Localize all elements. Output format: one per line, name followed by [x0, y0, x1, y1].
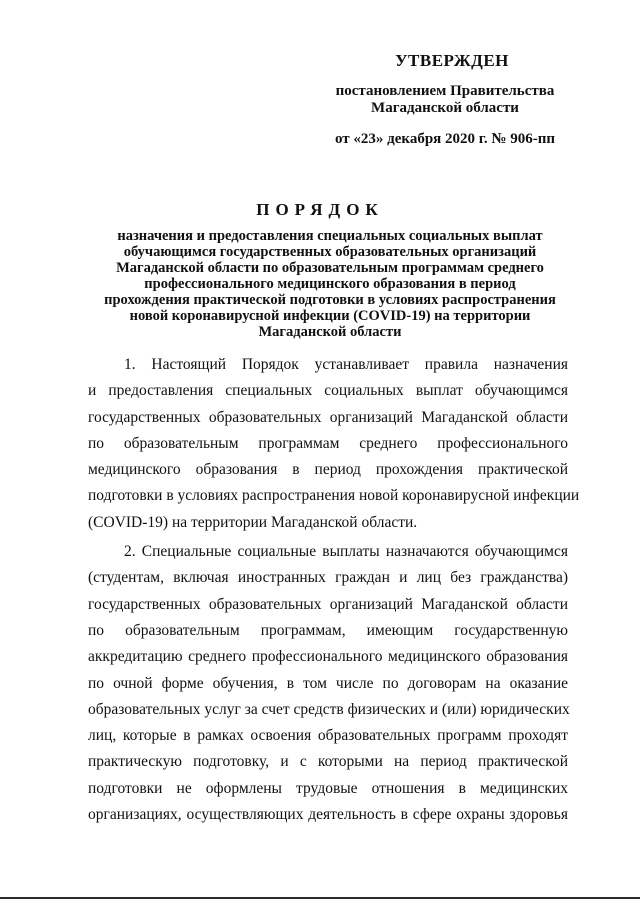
subtitle-line: профессионального медицинского образования в период: [144, 276, 516, 292]
paragraph-line: государственных образовательных организаций Магаданской области: [88, 408, 568, 426]
paragraph-line: образовательных услуг за счет средств физических и (или) юридических: [88, 700, 570, 718]
document-title: ПОРЯДОК: [256, 200, 384, 219]
subtitle-line: прохождения практической подготовки в условиях распространения: [104, 292, 556, 308]
paragraph-line: лиц, которые в рамках освоения образовательных программ проходят: [88, 727, 568, 745]
paragraph-line: (студентам, включая иностранных граждан и лиц без гражданства): [88, 569, 568, 587]
subtitle-line: Магаданской области по образовательным программам среднего: [116, 260, 544, 276]
paragraph-2: [88, 539, 568, 828]
paragraph-line: аккредитацию среднего профессионального медицинского образования: [88, 648, 568, 666]
paragraph-1: [88, 352, 580, 536]
paragraph-line: 2. Специальные социальные выплаты назначаются обучающимся: [124, 543, 568, 561]
approval-title: УТВЕРЖДЕН: [395, 51, 509, 70]
subtitle-line: обучающимся государственных образовательных организаций: [123, 244, 537, 260]
approval-line-2: Магаданской области: [371, 100, 519, 116]
paragraph-line: подготовки не оформлены трудовые отношения в медицинских: [88, 779, 568, 797]
paragraph-line: по образовательным программам среднего профессионального: [88, 434, 568, 452]
approval-line-1: постановлением Правительства: [335, 83, 555, 99]
paragraph-line: и предоставления специальных социальных выплат обучающимся: [88, 382, 568, 400]
approval-stamp: [300, 52, 590, 148]
paragraph-line: организациях, осуществляющих деятельность в сфере охраны здоровья: [88, 806, 568, 824]
document-body: [88, 352, 580, 828]
paragraph-line: 1. Настоящий Порядок устанавливает правила назначения: [124, 356, 568, 373]
paragraph-line: медицинского образования в период прохождения практической: [88, 461, 568, 479]
subtitle-line: Магаданской области: [258, 324, 402, 340]
paragraph-line: по образовательным программам, имеющим государственную: [88, 621, 568, 639]
paragraph-line: по очной форме обучения, в том числе по договорам на оказание: [88, 674, 568, 692]
approval-date: от «23» декабря 2020 г. № 906-пп: [334, 131, 555, 147]
subtitle-line: назначения и предоставления специальных социальных выплат: [117, 228, 543, 244]
paragraph-line: государственных образовательных организаций Магаданской области: [88, 595, 568, 613]
paragraph-line: практическую подготовку, и с которыми на период практической: [88, 753, 568, 771]
paragraph-line: подготовки в условиях распространения новой коронавирусной инфекции: [88, 487, 580, 505]
page-bottom-edge: [0, 897, 640, 899]
document-subtitle: [80, 228, 580, 340]
paragraph-line: (COVID-19) на территории Магаданской области.: [88, 513, 418, 531]
subtitle-line: новой коронавирусной инфекции (COVID-19) на территории: [129, 308, 531, 324]
